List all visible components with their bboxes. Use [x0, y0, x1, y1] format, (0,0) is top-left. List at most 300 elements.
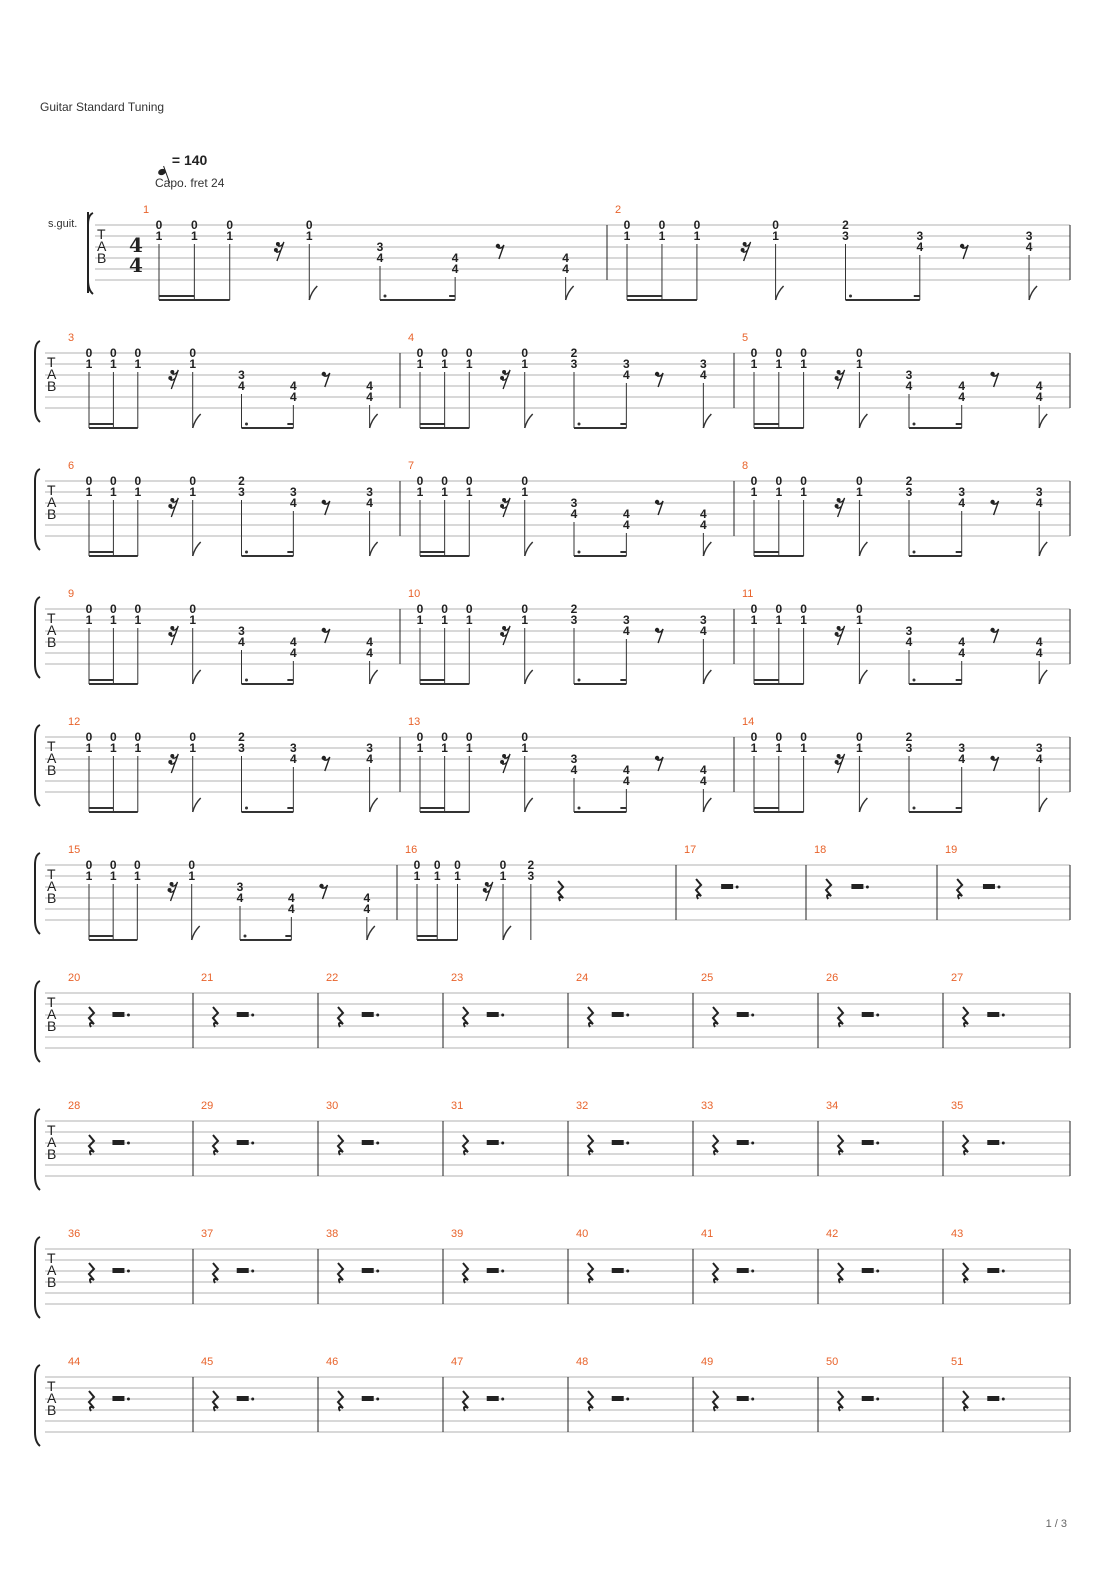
fret-number: 3: [236, 880, 244, 894]
fret-number: 0: [110, 474, 117, 488]
fret-number: 4: [1025, 240, 1033, 254]
quarter-rest: [838, 1391, 843, 1411]
sixteenth-rest-head: [837, 370, 841, 374]
tab-clef-letter: T: [47, 738, 56, 754]
measure-number: 33: [701, 1100, 714, 1112]
fret-number: 0: [134, 602, 142, 616]
staff-system: [35, 1356, 1070, 1446]
sixteenth-rest-head: [500, 632, 504, 636]
measure-number: 8: [742, 460, 749, 472]
measure-number: 34: [826, 1100, 839, 1112]
staff-system: [35, 844, 1070, 940]
rest-dot: [866, 886, 869, 889]
sixteenth-rest-head: [500, 376, 504, 380]
note-flag: [193, 670, 201, 684]
fret-number: 4: [700, 368, 707, 382]
note-flag: [859, 542, 867, 556]
fret-number: 1: [85, 741, 93, 755]
quarter-rest: [963, 1007, 968, 1027]
rhythm-dot: [578, 679, 581, 682]
rest-dot: [876, 1142, 879, 1145]
fret-number: 1: [226, 229, 234, 243]
tab-clef-letter: A: [47, 1262, 57, 1278]
fret-number: 0: [856, 474, 863, 488]
quarter-rest: [838, 1007, 843, 1027]
rest-dot: [501, 1142, 504, 1145]
tab-clef-letter: A: [47, 750, 57, 766]
staff-system: [35, 1100, 1070, 1190]
measure-number: 40: [576, 1228, 589, 1240]
half-rest: [987, 1140, 999, 1145]
quarter-rest: [89, 1135, 94, 1155]
fret-number: 0: [521, 602, 529, 616]
fret-number: 1: [750, 613, 758, 627]
instrument-label: s.guit.: [48, 218, 78, 230]
measure: [68, 844, 397, 940]
half-rest: [112, 1396, 124, 1401]
fret-number: 0: [155, 218, 163, 232]
fret-number: 0: [800, 346, 807, 360]
fret-number: 3: [958, 741, 966, 755]
fret-number: 0: [521, 730, 529, 744]
fret-number: 0: [441, 346, 448, 360]
sixteenth-rest-head: [500, 504, 504, 508]
fret-number: 4: [623, 518, 630, 532]
fret-number: 1: [441, 741, 448, 755]
tab-clef-letter: B: [47, 890, 57, 906]
rest-dot: [251, 1270, 254, 1273]
half-rest: [487, 1140, 499, 1145]
fret-number: 4: [1035, 379, 1043, 393]
rhythm-dot: [245, 551, 248, 554]
fret-number: 1: [85, 485, 93, 499]
measure-number: 48: [576, 1356, 589, 1368]
half-rest: [112, 1268, 124, 1273]
fret-number: 0: [750, 602, 758, 616]
fret-number: 0: [465, 346, 473, 360]
measure-number: 43: [951, 1228, 964, 1240]
note-flag: [192, 926, 200, 940]
measure-number: 24: [576, 972, 589, 984]
fret-number: 4: [570, 507, 578, 521]
quarter-rest: [463, 1135, 468, 1155]
measure: [408, 716, 734, 812]
fret-number: 1: [856, 741, 863, 755]
rest-dot: [876, 1270, 879, 1273]
fret-number: 0: [750, 346, 758, 360]
fret-number: 4: [905, 379, 913, 393]
measure: [68, 588, 400, 684]
sixteenth-rest-head: [170, 882, 174, 886]
fret-number: 0: [800, 730, 807, 744]
rest-dot: [1002, 1014, 1005, 1017]
fret-number: 3: [570, 496, 578, 510]
system-bracket: [35, 1365, 40, 1446]
rest-dot: [626, 1398, 629, 1401]
sixteenth-rest-head: [170, 626, 174, 630]
fret-number: 3: [570, 613, 578, 627]
quarter-rest: [713, 1263, 718, 1283]
note-flag: [1039, 542, 1047, 556]
fret-number: 0: [465, 730, 473, 744]
fret-number: 4: [287, 891, 295, 905]
staff-system: [35, 332, 1070, 428]
fret-number: 4: [700, 624, 707, 638]
half-rest: [737, 1396, 749, 1401]
fret-number: 3: [905, 624, 913, 638]
quarter-rest: [213, 1263, 218, 1283]
note-flag: [309, 286, 317, 300]
system-bracket: [35, 725, 40, 806]
tab-clef-letter: T: [47, 610, 56, 626]
note-flag: [193, 414, 201, 428]
sixteenth-rest-head: [170, 754, 174, 758]
fret-number: 0: [189, 346, 197, 360]
tab-clef-letter: B: [47, 1274, 57, 1290]
half-rest: [862, 1140, 874, 1145]
fret-number: 1: [772, 229, 779, 243]
fret-number: 4: [958, 752, 966, 766]
quarter-rest: [963, 1135, 968, 1155]
quarter-rest: [463, 1007, 468, 1027]
rest-dot: [876, 1014, 879, 1017]
tab-clef-letter: T: [47, 1250, 56, 1266]
note-flag: [370, 670, 378, 684]
measure-number: 31: [451, 1100, 464, 1112]
rhythm-dot: [245, 679, 248, 682]
fret-number: 4: [623, 624, 630, 638]
fret-number: 4: [236, 891, 244, 905]
fret-number: 1: [133, 869, 141, 883]
tab-clef-letter: T: [47, 994, 56, 1010]
tab-clef-letter: T: [47, 866, 56, 882]
fret-number: 1: [800, 613, 807, 627]
half-rest: [362, 1012, 374, 1017]
fret-number: 2: [905, 730, 913, 744]
fret-number: 1: [188, 869, 196, 883]
quarter-rest: [338, 1135, 343, 1155]
half-rest: [487, 1268, 499, 1273]
fret-number: 1: [85, 613, 93, 627]
fret-number: 4: [958, 390, 966, 404]
fret-number: 3: [958, 485, 966, 499]
fret-number: 0: [110, 602, 117, 616]
system-bracket: [35, 1109, 40, 1190]
fret-number: 4: [570, 763, 578, 777]
measure: [408, 460, 734, 556]
rest-dot: [876, 1398, 879, 1401]
tab-clef-letter: A: [47, 878, 57, 894]
quarter-rest: [213, 1007, 218, 1027]
fret-number: 4: [290, 496, 297, 510]
fret-number: 0: [465, 602, 473, 616]
half-rest: [362, 1140, 374, 1145]
tab-clef-letter: T: [47, 1378, 56, 1394]
measure-number: 11: [742, 588, 754, 600]
fret-number: 0: [134, 474, 142, 488]
system-bracket: [35, 469, 40, 550]
measure-number: 14: [742, 716, 755, 728]
half-rest: [487, 1012, 499, 1017]
note-flag: [503, 926, 511, 940]
fret-number: 4: [366, 752, 373, 766]
rhythm-dot: [913, 807, 916, 810]
measure-number: 22: [326, 972, 339, 984]
measure-number: 18: [814, 844, 827, 856]
sixteenth-rest-head: [502, 626, 506, 630]
fret-number: 1: [441, 485, 448, 499]
measure: [408, 588, 734, 684]
fret-number: 0: [133, 858, 141, 872]
fret-number: 1: [775, 741, 783, 755]
tab-clef-letter: B: [47, 378, 57, 394]
fret-number: 0: [775, 474, 783, 488]
system-bracket: [35, 981, 40, 1062]
measure-number: 16: [405, 844, 418, 856]
rhythm-dot: [578, 423, 581, 426]
fret-number: 1: [521, 741, 529, 755]
half-rest: [862, 1268, 874, 1273]
rhythm-dot: [578, 807, 581, 810]
measure-number: 20: [68, 972, 81, 984]
rest-dot: [997, 886, 1000, 889]
fret-number: 2: [570, 346, 578, 360]
fret-number: 1: [134, 485, 142, 499]
fret-number: 1: [85, 869, 93, 883]
measure: [615, 204, 1070, 300]
fret-number: 2: [238, 474, 245, 488]
fret-number: 1: [856, 485, 863, 499]
fret-number: 3: [366, 485, 373, 499]
tempo-value: = 140: [171, 152, 208, 168]
sixteenth-rest-head: [743, 242, 747, 246]
fret-number: 4: [366, 635, 373, 649]
measure-number: 35: [951, 1100, 964, 1112]
note-flag: [703, 542, 711, 556]
half-rest: [983, 884, 995, 889]
measure: [68, 460, 400, 556]
fret-number: 4: [958, 635, 966, 649]
half-rest: [237, 1396, 249, 1401]
tab-clef-letter: T: [47, 1122, 56, 1138]
system-bracket: [35, 597, 40, 678]
fret-number: 1: [658, 229, 666, 243]
note-flag: [703, 414, 711, 428]
fret-number: 1: [416, 485, 424, 499]
fret-number: 1: [693, 229, 701, 243]
half-rest: [737, 1268, 749, 1273]
rhythm-dot: [849, 295, 852, 298]
note-flag: [193, 798, 201, 812]
fret-number: 0: [416, 346, 424, 360]
rest-dot: [251, 1014, 254, 1017]
rest-dot: [1002, 1142, 1005, 1145]
measure-number: 25: [701, 972, 714, 984]
rhythm-dot: [245, 807, 248, 810]
fret-number: 3: [1035, 485, 1043, 499]
measure-number: 30: [326, 1100, 339, 1112]
sixteenth-rest-head: [274, 248, 278, 252]
fret-number: 0: [134, 346, 142, 360]
tab-clef-letter: T: [47, 354, 56, 370]
quarter-rest: [463, 1391, 468, 1411]
fret-number: 4: [290, 752, 297, 766]
rest-dot: [751, 1270, 754, 1273]
note-flag: [193, 542, 201, 556]
measure-number: 3: [68, 332, 75, 344]
sixteenth-rest-head: [502, 754, 506, 758]
half-rest: [987, 1012, 999, 1017]
system-bracket: [35, 1237, 40, 1318]
half-rest: [237, 1268, 249, 1273]
fret-number: 1: [775, 485, 783, 499]
measure-number: 44: [68, 1356, 81, 1368]
quarter-rest: [338, 1391, 343, 1411]
fret-number: 0: [191, 218, 198, 232]
fret-number: 3: [238, 624, 245, 638]
rest-dot: [501, 1270, 504, 1273]
sixteenth-rest-head: [168, 760, 172, 764]
fret-number: 1: [521, 357, 529, 371]
rest-dot: [751, 1398, 754, 1401]
fret-number: 1: [465, 357, 473, 371]
fret-number: 1: [109, 869, 117, 883]
note-flag: [703, 798, 711, 812]
fret-number: 3: [623, 357, 630, 371]
quarter-rest: [588, 1263, 593, 1283]
fret-number: 4: [1035, 390, 1043, 404]
fret-number: 3: [570, 752, 578, 766]
fret-number: 0: [416, 730, 424, 744]
half-rest: [237, 1012, 249, 1017]
sixteenth-rest-head: [170, 498, 174, 502]
measure-number: 15: [68, 844, 81, 856]
fret-number: 1: [800, 741, 807, 755]
fret-number: 4: [1035, 635, 1043, 649]
fret-number: 4: [238, 635, 245, 649]
fret-number: 1: [413, 869, 421, 883]
fret-number: 4: [700, 774, 707, 788]
tuning-label: Guitar Standard Tuning: [40, 100, 165, 114]
fret-number: 3: [623, 613, 630, 627]
capo-label: Capo. fret 24: [155, 176, 225, 190]
fret-number: 1: [441, 613, 448, 627]
quarter-rest: [338, 1007, 343, 1027]
rest-dot: [751, 1142, 754, 1145]
fret-number: 1: [454, 869, 461, 883]
quarter-rest: [338, 1263, 343, 1283]
fret-number: 1: [521, 613, 529, 627]
fret-number: 0: [134, 730, 142, 744]
measure-number: 6: [68, 460, 75, 472]
sixteenth-rest-head: [485, 882, 489, 886]
quarter-rest: [963, 1391, 968, 1411]
tab-clef-letter: A: [97, 238, 107, 254]
rest-dot: [376, 1014, 379, 1017]
system-bracket: [35, 341, 40, 422]
fret-number: 0: [441, 474, 448, 488]
fret-number: 0: [109, 858, 117, 872]
measure-number: 46: [326, 1356, 339, 1368]
fret-number: 1: [623, 229, 631, 243]
fret-number: 0: [189, 730, 197, 744]
tab-clef-letter: B: [47, 1018, 57, 1034]
fret-number: 4: [290, 390, 297, 404]
fret-number: 3: [1035, 741, 1043, 755]
measure-number: 28: [68, 1100, 81, 1112]
fret-number: 0: [441, 602, 448, 616]
measure-number: 1: [143, 204, 150, 216]
tab-clef-letter: A: [47, 366, 57, 382]
fret-number: 0: [750, 730, 758, 744]
time-signature-top: 4: [129, 233, 143, 257]
quarter-rest: [213, 1135, 218, 1155]
quarter-rest: [588, 1007, 593, 1027]
fret-number: 0: [772, 218, 779, 232]
sixteenth-rest-head: [835, 504, 839, 508]
fret-number: 1: [189, 741, 197, 755]
half-rest: [721, 884, 733, 889]
fret-number: 4: [958, 646, 966, 660]
quarter-rest: [89, 1263, 94, 1283]
note-flag: [776, 286, 784, 300]
measure-number: 5: [742, 332, 749, 344]
fret-number: 1: [155, 229, 163, 243]
fret-number: 0: [416, 602, 424, 616]
fret-number: 0: [85, 858, 93, 872]
fret-number: 0: [110, 730, 117, 744]
fret-number: 2: [238, 730, 245, 744]
rhythm-dot: [244, 935, 247, 938]
fret-number: 3: [366, 741, 373, 755]
fret-number: 1: [191, 229, 198, 243]
sixteenth-rest-head: [837, 498, 841, 502]
half-rest: [862, 1396, 874, 1401]
measure-number: 7: [408, 460, 415, 472]
quarter-rest: [463, 1263, 468, 1283]
fret-number: 0: [800, 474, 807, 488]
measure: [742, 332, 1070, 428]
half-rest: [112, 1140, 124, 1145]
measure: [405, 844, 676, 940]
half-rest: [362, 1396, 374, 1401]
note-flag: [370, 414, 378, 428]
fret-number: 3: [700, 613, 707, 627]
fret-number: 0: [693, 218, 701, 232]
fret-number: 4: [366, 646, 373, 660]
measure-number: 50: [826, 1356, 839, 1368]
fret-number: 4: [451, 251, 459, 265]
fret-number: 3: [376, 240, 384, 254]
staff-system: [35, 588, 1070, 684]
fret-number: 0: [189, 474, 197, 488]
measure-number: 2: [615, 204, 622, 216]
quarter-rest: [588, 1135, 593, 1155]
fret-number: 4: [363, 902, 371, 916]
fret-number: 1: [856, 357, 863, 371]
sixteenth-rest-head: [835, 632, 839, 636]
fret-number: 2: [570, 602, 578, 616]
fret-number: 0: [188, 858, 196, 872]
note-flag: [1029, 286, 1037, 300]
rest-dot: [1002, 1398, 1005, 1401]
fret-number: 1: [110, 613, 117, 627]
fret-number: 1: [305, 229, 313, 243]
fret-number: 1: [189, 613, 197, 627]
fret-number: 4: [451, 262, 459, 276]
rest-dot: [626, 1270, 629, 1273]
fret-number: 4: [366, 379, 373, 393]
